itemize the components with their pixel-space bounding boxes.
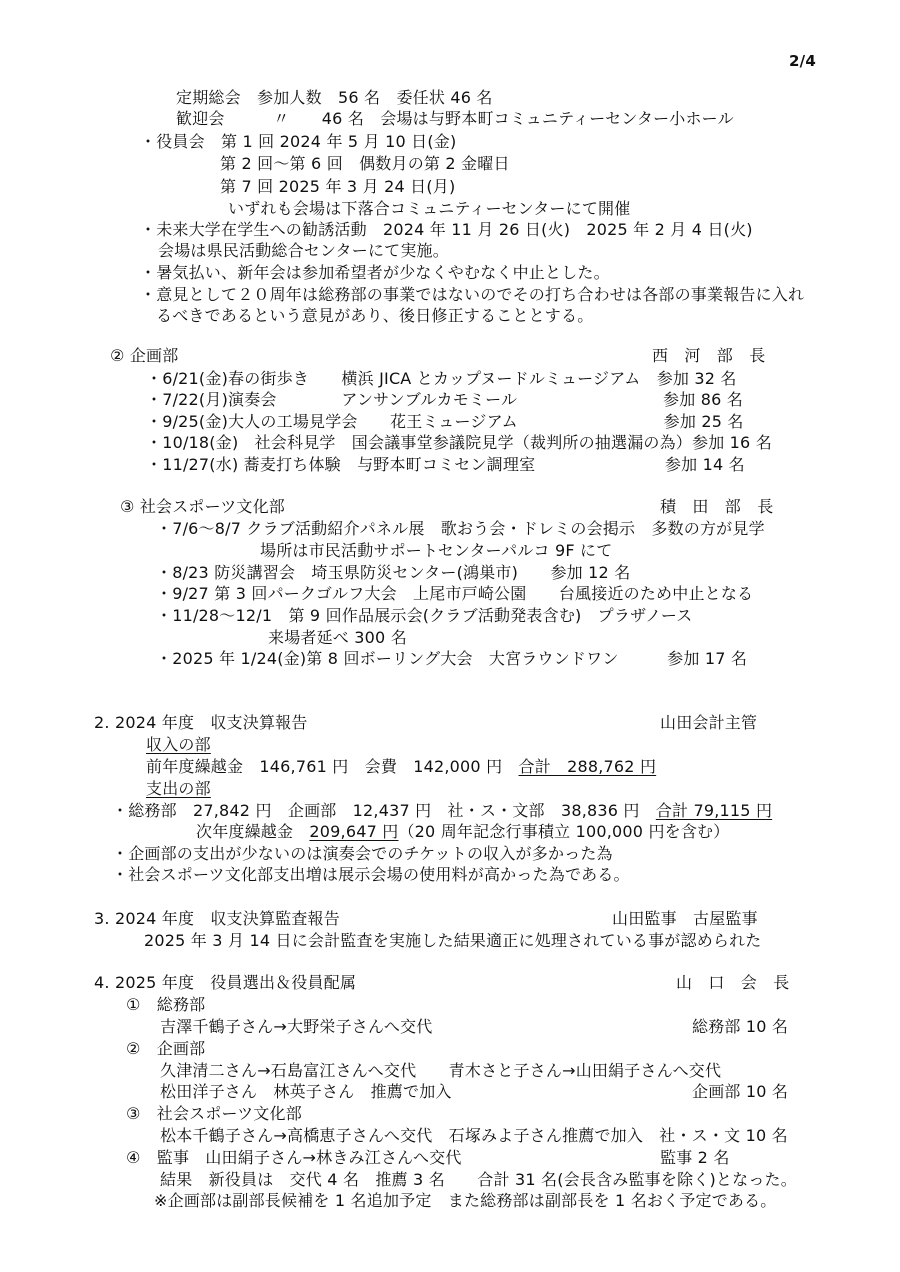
sports-line-7: ・2025 年 1/24(金)第 8 回ボーリング大会 大宮ラウンドワン 参加 17 名 bbox=[156, 649, 748, 668]
planning-leader: 西 河 部 長 bbox=[652, 346, 766, 365]
board-meeting-line-2: 第 2 回〜第 6 回 偶数月の第 2 金曜日 bbox=[220, 154, 510, 173]
finance-manager: 山田会計主管 bbox=[660, 713, 758, 732]
general-affairs-text: 吉澤千鶴子さん→大野栄子さんへ交代 bbox=[160, 1017, 433, 1036]
expense-line bbox=[112, 800, 772, 822]
income-label: 収入の部 bbox=[146, 735, 211, 754]
board-meeting-line-3: 第 7 回 2025 年 3 月 24 日(月) bbox=[220, 177, 456, 196]
expense-text: ・総務部 27,842 円 企画部 12,437 円 社・ス・文部 38,836 円 bbox=[112, 801, 656, 820]
general-affairs-title: ① 総務部 bbox=[126, 995, 206, 1014]
sports-line-4: ・9/27 第 3 回パークゴルフ大会 上尾市戸崎公園 台風接近のため中止となる bbox=[156, 584, 754, 603]
recruit-line-2: 会場は県民活動総合センターにて実施。 bbox=[158, 241, 449, 260]
planning-item-3: ・9/25(金)大人の工場見学会 花王ミュージアム 参加 25 名 bbox=[146, 412, 744, 431]
page-number: 2/4 bbox=[789, 52, 816, 70]
carryover-line bbox=[196, 821, 729, 843]
planning-heading: ② 企画部 bbox=[110, 346, 179, 365]
sports-line-5: ・11/28〜12/1 第 9 回作品展示会(クラブ活動発表含む) プラザノース bbox=[156, 606, 693, 625]
planning-section-text-2: 松田洋子さん 林英子さん 推薦で加入 bbox=[160, 1082, 452, 1101]
finance-note-2: ・社会スポーツ文化部支出増は展示会場の使用料が高かった為である。 bbox=[112, 865, 630, 884]
election-president: 山 口 会 長 bbox=[676, 973, 790, 992]
planning-item-4: ・10/18(金) 社会科見学 国会議事堂参議院見学（裁判所の抽選漏の為）参加 16 名 bbox=[146, 433, 772, 452]
planning-item-5: ・11/27(水) 蕎麦打ち体験 与野本町コミセン調理室 参加 14 名 bbox=[146, 455, 745, 474]
cancel-line: ・暑気払い、新年会は参加希望者が少なくやむなく中止とした。 bbox=[140, 263, 610, 282]
opinion-line-1: ・意見として２０周年は総務部の事業ではないのでその打ち合わせは各部の事業報告に入れ bbox=[140, 285, 805, 304]
sports-line-2: 場所は市民活動サポートセンターパルコ 9F にて bbox=[260, 541, 613, 560]
planning-section-count: 企画部 10 名 bbox=[692, 1082, 789, 1101]
election-result: 結果 新役員は 交代 4 名 推薦 3 名 合計 31 名(会長含み監事を除く)となった。 bbox=[160, 1170, 797, 1189]
planning-section-text-1: 久津清二さん→石島富江さんへ交代 青木さと子さん→山田絹子さんへ交代 bbox=[160, 1061, 722, 1080]
welcome-party-line: 歓迎会 〃 46 名 会場は与野本町コミュニティーセンター小ホール bbox=[176, 109, 734, 128]
general-affairs-count: 総務部 10 名 bbox=[692, 1017, 789, 1036]
income-line bbox=[146, 756, 656, 778]
opinion-line-2: るべきであるという意見があり、後日修正することとする。 bbox=[156, 306, 594, 325]
general-meeting-line: 定期総会 参加人数 56 名 委任状 46 名 bbox=[176, 88, 493, 107]
auditor-section-line: ④ 監事 山田絹子さん→林きみ江さんへ交代 bbox=[126, 1148, 462, 1167]
election-heading: 4. 2025 年度 役員選出＆役員配属 bbox=[94, 973, 357, 992]
planning-section-title: ② 企画部 bbox=[126, 1039, 206, 1058]
board-meeting-line-1: ・役員会 第 1 回 2024 年 5 月 10 日(金) bbox=[140, 132, 457, 151]
auditor-section-count: 監事 2 名 bbox=[660, 1148, 730, 1167]
board-meeting-line-4: いずれも会場は下落合コミュニティーセンターにて開催 bbox=[228, 199, 631, 218]
sports-line-1: ・7/6〜8/7 クラブ活動紹介パネル展 歌おう会・ドレミの会掲示 多数の方が見学 bbox=[156, 519, 765, 538]
expense-label: 支出の部 bbox=[146, 779, 211, 798]
carryover-note: （20 周年記念行事積立 100,000 円を含む） bbox=[398, 822, 730, 841]
planning-item-1: ・6/21(金)春の街歩き 横浜 JICA とカップヌードルミュージアム 参加 32 名 bbox=[146, 369, 737, 388]
sports-line-6: 来場者延べ 300 名 bbox=[268, 628, 407, 647]
sports-leader: 積 田 部 長 bbox=[660, 497, 774, 516]
finance-heading: 2. 2024 年度 収支決算報告 bbox=[94, 713, 308, 732]
carryover-value: 209,647 円 bbox=[309, 822, 399, 841]
finance-note-1: ・企画部の支出が少ないのは演奏会でのチケットの収入が多かった為 bbox=[112, 844, 613, 863]
audit-auditors: 山田監事 古屋監事 bbox=[612, 909, 758, 928]
sports-section-title: ③ 社会スポーツ文化部 bbox=[126, 1104, 302, 1123]
sports-heading: ③ 社会スポーツ文化部 bbox=[120, 497, 285, 516]
planning-item-2: ・7/22(月)演奏会 アンサンブルカモミール 参加 86 名 bbox=[146, 390, 743, 409]
audit-heading: 3. 2024 年度 収支決算監査報告 bbox=[94, 909, 340, 928]
income-total: 合計 288,762 円 bbox=[518, 757, 657, 776]
audit-text: 2025 年 3 月 14 日に会計監査を実施した結果適正に処理されている事が認められた bbox=[144, 931, 762, 950]
carryover-label: 次年度繰越金 bbox=[196, 822, 310, 841]
expense-total: 合計 79,115 円 bbox=[655, 801, 773, 820]
sports-section-text: 松本千鶴子さん→高橋恵子さんへ交代 石塚みよ子さん推薦で加入 社・ス・文 10 名 bbox=[160, 1126, 788, 1145]
sports-line-3: ・8/23 防災講習会 埼玉県防災センター(鴻巣市) 参加 12 名 bbox=[156, 563, 631, 582]
recruit-line-1: ・未来大学在学生への勧誘活動 2024 年 11 月 26 日(火) 2025 年 2 月 4 日(火) bbox=[140, 220, 753, 239]
election-note: ※企画部は副部長候補を 1 名追加予定 また総務部は副部長を 1 名おく予定である。 bbox=[154, 1191, 777, 1210]
income-text: 前年度繰越金 146,761 円 会費 142,000 円 bbox=[146, 757, 519, 776]
